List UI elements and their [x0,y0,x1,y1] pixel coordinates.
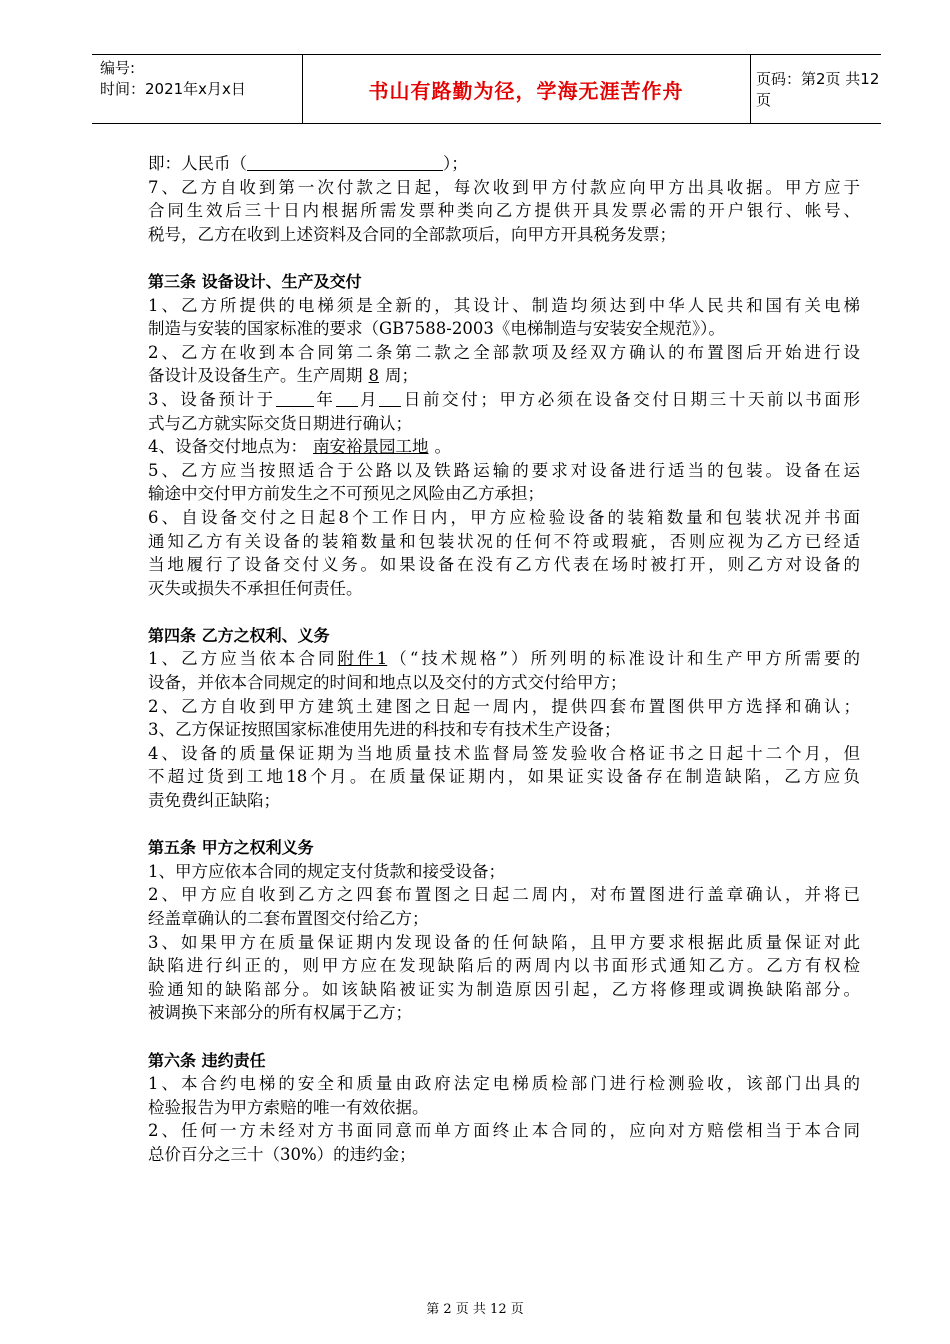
header-divider [750,55,751,123]
time-label: 时间：2021年x月x日 [100,80,246,98]
text-line: 当地履行了设备交付义务。如果设备在没有乙方代表在场时被打开，则乙方对设备的 [148,555,860,575]
text-line: 备设计及设备生产。生产周期 8 周； [148,366,418,386]
year-blank [276,388,314,407]
text-line: 式与乙方就实际交货日期进行确认； [148,413,412,433]
appendix-ref: 附件1 [337,649,388,669]
text-line: 3、乙方保证按照国家标准使用先进的科技和专有技术生产设备； [148,720,621,740]
text-line: 合同生效后三十日内根据所需发票种类向乙方提供开具发票必需的开户银行、帐号、 [148,201,860,221]
text-line: 通知乙方有关设备的装箱数量和包装状况的任何不符或瑕疵，否则应视为乙方已经适 [148,531,860,551]
text-line: 5、乙方应当按照适合于公路以及铁路运输的要求对设备进行适当的包装。设备在运 [148,460,860,480]
text-line: 经盖章确认的二套布置图交付给乙方； [148,909,429,928]
header-page-info: 页码：第2页 共12页 [756,70,880,109]
text-line: 1、乙方所提供的电梯须是全新的，其设计、制造均须达到中华人民共和国有关电梯 [148,295,860,315]
text-line: 灭失或损失不承担任何责任。 [148,578,363,598]
text-line: 税号，乙方在收到上述资料及合同的全部款项后，向甲方开具税务发票； [148,224,676,244]
month-blank [336,388,358,407]
text-line: 检验报告为甲方索赔的唯一有效依据。 [148,1097,429,1117]
text-line: 3、如果甲方在质量保证期内发现设备的任何缺陷，且甲方要求根据此质量保证对此 [148,932,860,952]
text-line: 6、自设备交付之日起8个工作日内，甲方应检验设备的装箱数量和包装状况并书面 [148,507,860,527]
serial-label: 编号: [100,59,136,77]
header-meta [100,58,246,100]
text-line: 输途中交付甲方前发生之不可预见之风险由乙方承担； [148,484,544,504]
text-line: 制造与安装的国家标准的要求（GB7588-2003《电梯制造与安装安全规范》）。 [148,319,725,339]
header-motto: 书山有路勤为径，学海无涯苦作舟 [368,78,684,103]
contract-body [148,152,860,1167]
delivery-location: 南安裕景园工地 [313,437,429,457]
section-heading: 第五条 甲方之权利义务 [148,838,314,858]
section-heading: 第四条 乙方之权利、义务 [148,625,330,645]
text-line: 验通知的缺陷部分。如该缺陷被证实为制造原因引起，乙方将修理或调换缺陷部分。 [148,979,860,999]
day-blank [379,388,401,407]
text-line: 即：人民币（ ）； [148,154,468,173]
text-line: 4、设备的质量保证期为当地质量技术监督局签发验收合格证书之日起十二个月，但 [148,743,860,763]
production-period: 8 [368,366,379,386]
text-line: 1、乙方应当依本合同附件1（“技术规格”）所列明的标准设计和生产甲方所需要的 [148,649,861,669]
section-heading: 第六条 违约责任 [148,1050,266,1070]
section-heading: 第三条 设备设计、生产及交付 [148,271,362,291]
text-line: 设备，并依本合同规定的时间和地点以及交付的方式交付给甲方； [148,673,627,693]
text-line: 3、设备预计于 年 月 日前交付；甲方必须在设备交付日期三十天前以书面形 [148,389,861,409]
text-line: 总价百分之三十（30%）的违约金； [148,1144,416,1164]
text-line: 2、乙方自收到甲方建筑土建图之日起一周内，提供四套布置图供甲方选择和确认； [148,696,860,716]
amount-blank [247,152,443,171]
text-line: 2、任何一方未经对方书面同意而单方面终止本合同的，应向对方赔偿相当于本合同 [148,1121,860,1141]
text-line: 责免费纠正缺陷； [148,791,280,811]
text-line: 2、乙方在收到本合同第二条第二款之全部款项及经双方确认的布置图后开始进行设 [148,342,860,362]
page-footer: 第 2 页 共 12 页 [426,1302,524,1317]
text-line: 不超过货到工地18个月。在质量保证期内，如果证实设备存在制造缺陷，乙方应负 [148,767,860,787]
text-line: 1、本合约电梯的安全和质量由政府法定电梯质检部门进行检测验收，该部门出具的 [148,1074,860,1094]
text-line: 缺陷进行纠正的，则甲方应在发现缺陷后的两周内以书面形式通知乙方。乙方有权检 [148,956,860,976]
page-header [92,54,881,124]
text-line: 被调换下来部分的所有权属于乙方； [148,1003,412,1023]
text-line: 7、乙方自收到第一次付款之日起，每次收到甲方付款应向甲方出具收据。甲方应于 [148,177,860,197]
text-line: 2、甲方应自收到乙方之四套布置图之日起二周内，对布置图进行盖章确认，并将已 [148,885,860,905]
text-line: 1、甲方应依本合同的规定支付货款和接受设备； [148,861,505,881]
text-line: 4、设备交付地点为： 南安裕景园工地 。 [148,437,451,457]
